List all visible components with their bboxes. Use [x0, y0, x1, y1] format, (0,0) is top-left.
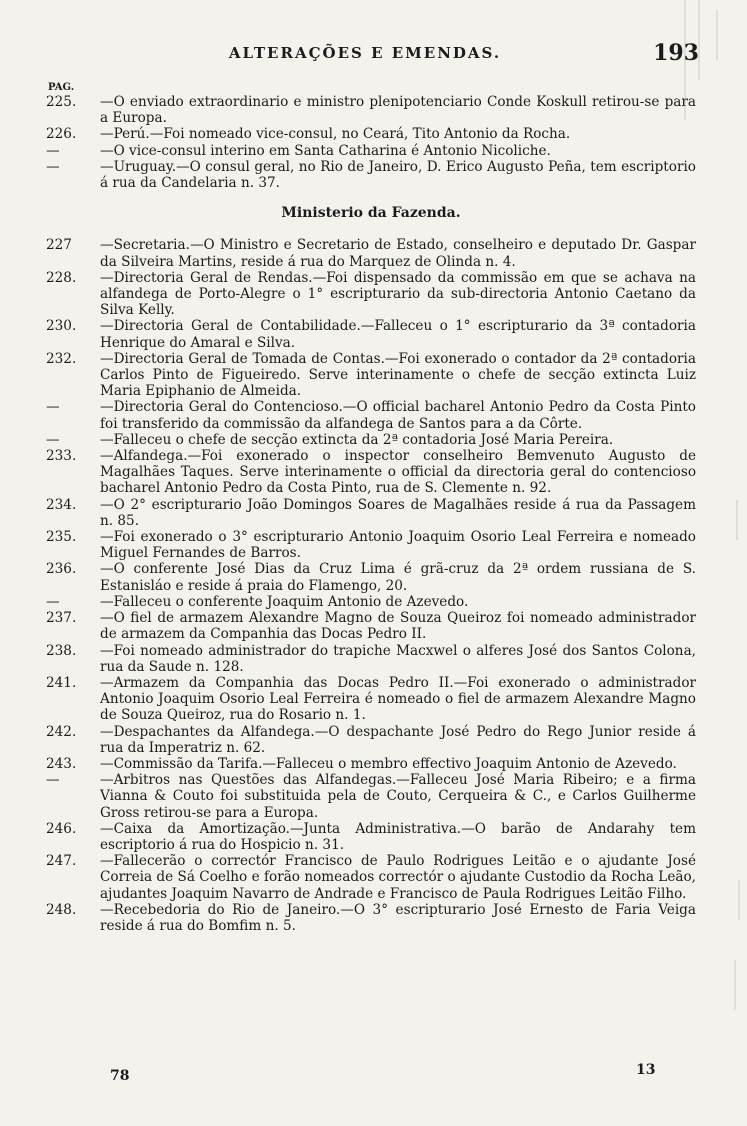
entry-text: —O conferente José Dias da Cruz Lima é grã-cruz da 2ª ordem russiana de S. Estanisláo e reside á praia do Flamengo, 20. — [100, 561, 696, 594]
entry — [46, 143, 696, 159]
entry-number: — — [46, 431, 60, 448]
entry — [46, 756, 696, 772]
entry-number: — — [46, 399, 60, 416]
entry — [46, 724, 696, 756]
entry — [46, 772, 696, 821]
entry-number: — — [46, 142, 60, 159]
entry — [46, 561, 696, 593]
entry — [46, 821, 696, 853]
entry — [46, 853, 696, 902]
entry — [46, 126, 696, 142]
entry — [46, 610, 696, 642]
entry — [46, 529, 696, 561]
entry-number: — — [46, 772, 60, 789]
entry-text: —Secretaria.—O Ministro e Secretario de Estado, conselheiro e deputado Dr. Gaspar da Silveira Martins, reside á rua do Marquez de Olinda n. 4. — [100, 237, 696, 270]
entry-number: 243. — [46, 755, 77, 772]
entry-number: 246. — [46, 820, 77, 837]
entry-text: —Recebedoria do Rio de Janeiro.—O 3° escripturario José Ernesto de Faria Veiga reside á rua do Bomfim n. 5. — [100, 901, 696, 934]
entry — [46, 94, 696, 126]
entry-number: 225. — [46, 94, 77, 110]
entry-text: —Directoria Geral de Contabilidade.—Falleceu o 1° escripturario da 3ª contadoria Henrique do Amaral e Silva. — [100, 318, 696, 351]
entry-number: 242. — [46, 723, 77, 740]
footer-signature-right: 13 — [636, 1062, 656, 1078]
entry-text: —O fiel de armazem Alexandre Magno de Souza Queiroz foi nomeado administrador de armazem da Companhia das Docas Pedro II. — [100, 610, 696, 643]
entry-number: 248. — [46, 901, 77, 918]
entry — [46, 237, 696, 269]
entry-number: 233. — [46, 448, 77, 465]
footer-signature-left: 78 — [110, 1068, 130, 1084]
entry — [46, 643, 696, 675]
entry — [46, 318, 696, 350]
document-body — [46, 94, 696, 934]
entry-text: —Caixa da Amortização.—Junta Administrativa.—O barão de Andarahy tem escriptorio á rua do Hospicio n. 31. — [100, 820, 696, 853]
entry-text: —Alfandega.—Foi exonerado o inspector conselheiro Bemvenuto Augusto de Magalhães Taques. Serve interinamente o official da directoria geral do contencioso bacharel Antonio Pedro da Costa Pinto, rua de S. Clemente n. 92. — [100, 448, 696, 497]
entry-text: —Foi exonerado o 3° escripturario Antonio Joaquim Osorio Leal Ferreira e nomeado Miguel Fernandes de Barros. — [100, 529, 696, 562]
entry-text: —Despachantes da Alfandega.—O despachante José Pedro do Rego Junior reside á rua da Imperatriz n. 62. — [100, 723, 696, 756]
entry-number: 227 — [46, 237, 72, 254]
entry-text: —Directoria Geral de Tomada de Contas.—Foi exonerado o contador da 2ª contadoria Carlos Pinto de Figueiredo. Serve interinamente o chefe de secção extincta Luiz Maria Epiphanio de Almeida. — [100, 350, 696, 400]
entry-text: —Uruguay.—O consul geral, no Rio de Janeiro, D. Erico Augusto Peña, tem escriptorio á rua da Candelaria n. 37. — [100, 158, 696, 192]
entry-number: 228. — [46, 269, 77, 286]
entry-number: 234. — [46, 496, 77, 513]
entry-number: 238. — [46, 642, 77, 659]
entry — [46, 675, 696, 724]
entry-number: 237. — [46, 610, 77, 627]
entry — [46, 497, 696, 529]
pag-label: PAG. — [48, 82, 75, 93]
entry-number: 226. — [46, 126, 77, 143]
entry-number: 235. — [46, 529, 77, 546]
entry-text: —Fallecerão o correctór Francisco de Paulo Rodrigues Leitão e o ajudante José Correia de Sá Coelho e forão nomeados correctór o ajudante Custodio da Rocha Leão, ajudantes Joaquim Navarro de Andrade e Francisco de Paula Rodrigues Leitão Filho. — [100, 853, 696, 902]
entry-text: —O enviado extraordinario e ministro plenipotenciario Conde Koskull retirou-se para a Europa. — [100, 94, 696, 127]
entry — [46, 902, 696, 934]
entry-number: 230. — [46, 318, 77, 335]
entry-number: 232. — [46, 350, 77, 367]
entry-number: 241. — [46, 674, 77, 691]
entry-text: —O vice-consul interino em Santa Catharina é Antonio Nicoliche. — [100, 142, 551, 159]
entry-text: —Foi nomeado administrador do trapiche Macxwel o alferes José dos Santos Colona, rua da Saude n. 128. — [100, 642, 696, 675]
entry — [46, 594, 696, 610]
entry-number: 236. — [46, 561, 77, 578]
entry-text: —Armazem da Companhia das Docas Pedro II.—Foi exonerado o administrador Antonio Joaquim Osorio Leal Ferreira é nomeado o fiel de armazem Alexandre Magno de Souza Queiroz, rua do Rosario n. 1. — [100, 674, 696, 724]
page-number: 193 — [653, 40, 699, 66]
entry-text: —Falleceu o chefe de secção extincta da 2ª contadoria José Maria Pereira. — [100, 431, 614, 448]
entry-text: —Perú.—Foi nomeado vice-consul, no Ceará, Tito Antonio da Rocha. — [100, 126, 571, 143]
entry-text: —Directoria Geral do Contencioso.—O official bacharel Antonio Pedro da Costa Pinto foi transferido da commissão da alfandega de Santos para a da Côrte. — [100, 399, 696, 432]
page-header-title: ALTERAÇÕES E EMENDAS. — [228, 44, 502, 62]
entry — [46, 159, 696, 191]
entry — [46, 351, 696, 400]
entry — [46, 432, 696, 448]
entry — [46, 448, 696, 497]
entry-text: —Commissão da Tarifa.—Falleceu o membro effectivo Joaquim Antonio de Azevedo. — [100, 755, 677, 772]
entry-number: — — [46, 593, 60, 610]
section-title: Ministerio da Fazenda. — [281, 205, 461, 222]
entry-number: — — [46, 158, 60, 175]
entry-text: —Falleceu o conferente Joaquim Antonio de Azevedo. — [100, 593, 469, 610]
entry-text: —O 2° escripturario João Domingos Soares de Magalhães reside á rua da Passagem n. 85. — [100, 496, 696, 529]
entry — [46, 270, 696, 319]
entry-number: 247. — [46, 853, 77, 870]
entry — [46, 399, 696, 431]
entry-text: —Arbitros nas Questões das Alfandegas.—Falleceu José Maria Ribeiro; e a firma Vianna & Couto foi substituida pela de Couto, Cerqueira & C., e Carlos Guilherme Gross retirou-se para a Europa. — [100, 772, 696, 821]
entry-text: —Directoria Geral de Rendas.—Foi dispensado da commissão em que se achava na alfandega de Porto-Alegre o 1° escripturario da sub-directoria Antonio Caetano da Silva Kelly. — [100, 269, 696, 319]
